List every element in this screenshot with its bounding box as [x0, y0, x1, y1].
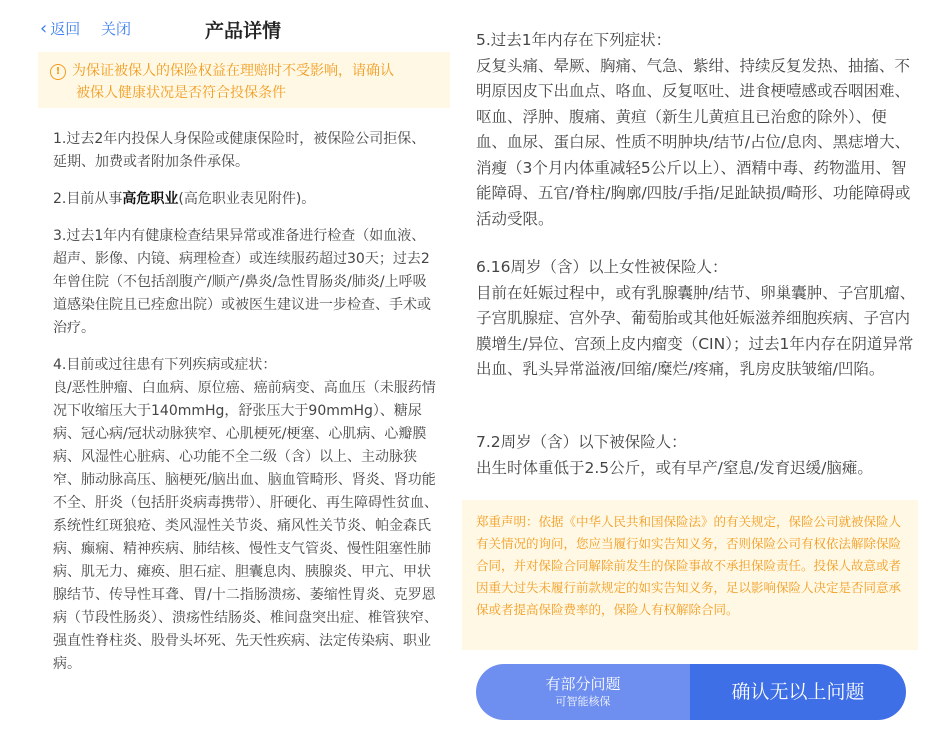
question-5-body: 反复头痛、晕厥、胸痛、气急、紫绀、持续反复发热、抽搐、不明原因皮下出血点、咯血、反复呕吐、进食梗噎感或吞咽困难、呕血、浮肿、腹痛、黄疸（新生儿黄疸且已治愈的除外）、便血、血尿、蛋白尿、性质不明肿块/结节/占位/息肉、黑痣增大、消瘦（3个月内体重减轻5公斤以上）、酒精中毒、药物滥用、智能障碍、五官/脊柱/胸廓/四肢/手指/足趾缺损/畸形、功能障碍或活动受限。: [476, 56, 911, 228]
confirm-no-issues-button[interactable]: 确认无以上问题: [690, 664, 906, 720]
question-1: 1.过去2年内投保人身保险或健康保险时，被保险公司拒保、延期、加费或者附加条件承保。: [53, 131, 426, 170]
info-icon: !: [50, 64, 66, 80]
close-button[interactable]: 关闭: [101, 20, 132, 38]
question-4-head: 4.目前或过往患有下列疾病或症状：: [53, 357, 277, 373]
question-7: [476, 430, 916, 481]
has-issues-label: 有部分问题: [545, 675, 621, 693]
high-risk-occupation-link[interactable]: 高危职业: [122, 191, 179, 207]
notice-line2: 被保人健康状况是否符合投保条件: [76, 85, 286, 101]
back-label: 返回: [50, 20, 81, 38]
notice-line1: 为保证被保人的保险权益在理赔时不受影响，请确认: [72, 63, 394, 79]
question-2: [53, 188, 438, 211]
legal-declaration: 郑重声明：依据《中华人民共和国保险法》的有关规定，保险公司就被保险人有关情况的询问，您应当履行如实告知义务，否则保险公司有权依法解除保险合同，并对保险合同解除前发生的保险事故不承担保险责任。投保人故意或者因重大过失未履行前款规定的如实告知义务，足以影响保险人决定是否同意承保或者提高保险费率的，保险人有权解除合同。: [462, 500, 918, 650]
page-title: 产品详情: [205, 20, 282, 42]
question-6-head: 6.16周岁（含）以上女性被保险人：: [476, 258, 728, 276]
left-pane: [0, 0, 462, 734]
chevron-left-icon: ‹: [40, 18, 48, 39]
nav-bar: [40, 14, 450, 44]
right-pane: [462, 0, 944, 734]
health-notice: [38, 52, 450, 108]
smart-underwriting-label: 可智能核保: [555, 695, 611, 708]
has-issues-button[interactable]: [476, 664, 690, 720]
question-7-head: 7.2周岁（含）以下被保险人：: [476, 433, 687, 451]
question-4-body: 良/恶性肿瘤、白血病、原位癌、癌前病变、高血压（未服药情况下收缩压大于140mmHg，舒张压大于90mmHg）、糖尿病、冠心病/冠状动脉狭窄、心肌梗死/梗塞、心肌病、心瓣膜病、风湿性心脏病、心功能不全二级（含）以上、主动脉狭窄、肺动脉高压、脑梗死/脑出血、脑血管畸形、肾炎、肾功能不全、肝炎（包括肝炎病毒携带）、肝硬化、再生障碍性贫血、系统性红斑狼疮、类风湿性关节炎、痛风性关节炎、帕金森氏病、癫痫、精神疾病、肺结核、慢性支气管炎、慢性阻塞性肺病、肌无力、瘫痪、胆石症、胆囊息肉、胰腺炎、甲亢、甲状腺结节、传导性耳聋、胃/十二指肠溃疡、萎缩性胃炎、克罗恩病（节段性肠炎）、溃疡性结肠炎、椎间盘突出症、椎管狭窄、强直性脊柱炎、股骨头坏死、先天性疾病、法定传染病、职业病。: [53, 380, 438, 672]
question-3: 3.过去1年内有健康检查结果异常或准备进行检查（如血液、超声、影像、内镜、病理检查）或连续服药超过30天；过去2年曾住院（不包括剖腹产/顺产/鼻炎/急性胃肠炎/肺炎/上呼吸道感染住院且已痊愈出院）或被医生建议进一步检查、手术或治疗。: [53, 228, 431, 336]
question-4: [53, 354, 438, 676]
question-7-body: 出生时体重低于2.5公斤，或有早产/窒息/发育迟缓/脑瘫。: [476, 458, 873, 477]
question-2-suffix: (高危职业表见附件)。: [178, 191, 316, 207]
question-6: [476, 255, 916, 383]
back-button[interactable]: [40, 20, 88, 38]
question-6-body: 目前在妊娠过程中，或有乳腺囊肿/结节、卵巢囊肿、子宫肌瘤、子宫肌腺症、宫外孕、葡萄胎或其他妊娠滋养细胞疾病、子宫内膜增生/异位、宫颈上皮内瘤变（CIN）；过去1年内存在阴道异常出血、乳头异常溢液/回缩/糜烂/疼痛，乳房皮肤皱缩/凹陷。: [476, 283, 916, 378]
question-5: [476, 28, 916, 232]
question-2-prefix: 2.目前从事: [53, 191, 123, 207]
action-bar: [476, 664, 906, 720]
nav-links: [40, 18, 139, 39]
question-5-head: 5.过去1年内存在下列症状：: [476, 31, 672, 49]
question-list-left: [53, 128, 438, 690]
